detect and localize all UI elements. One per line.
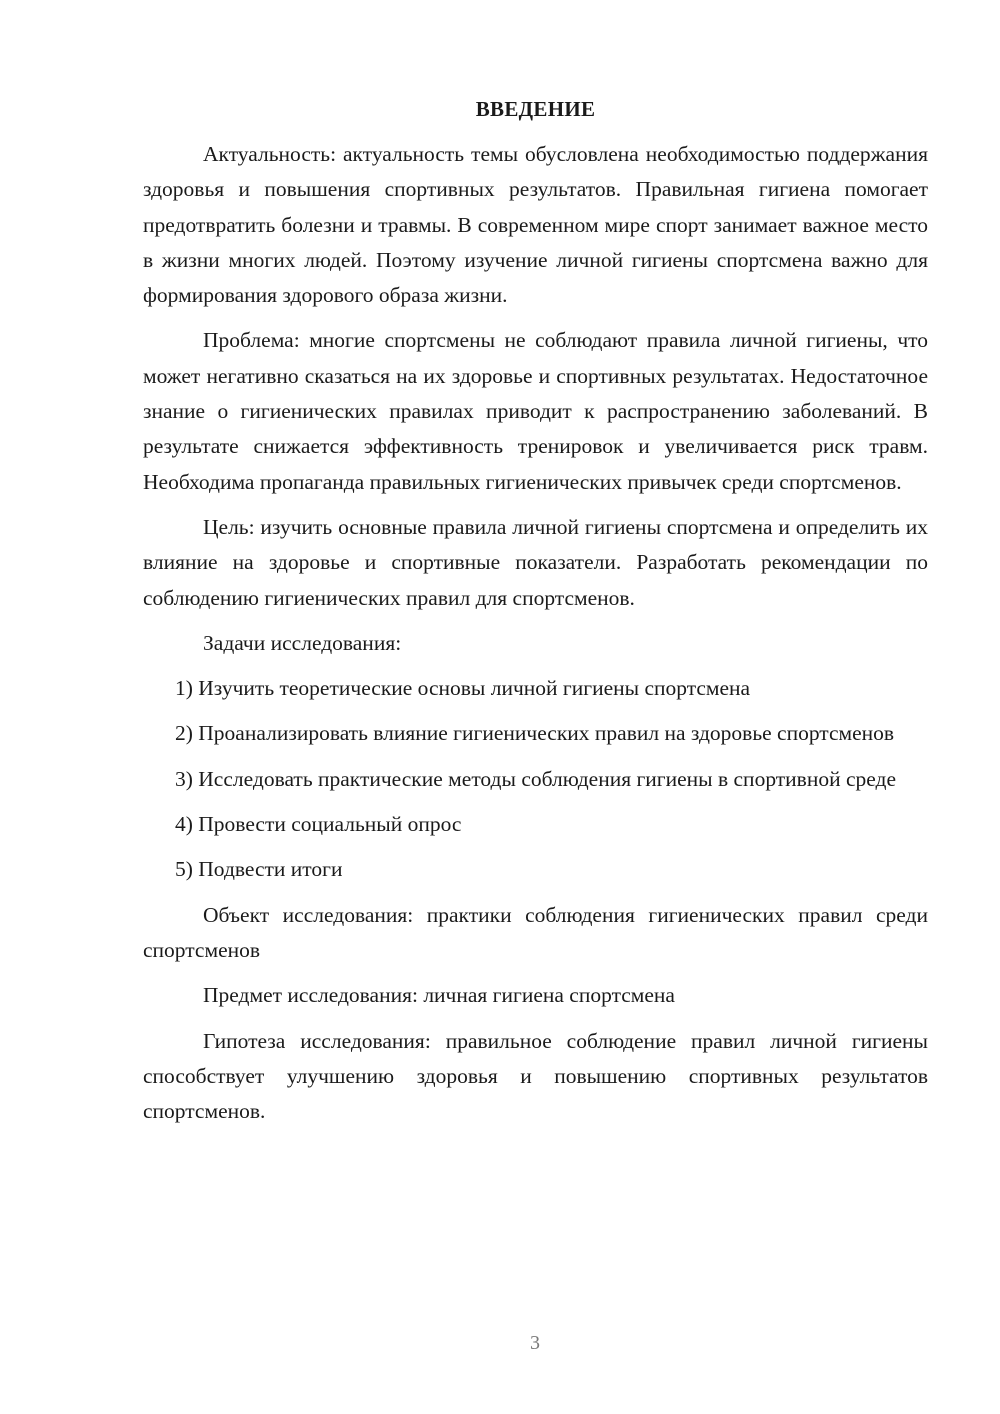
document-page: [143, 92, 928, 1129]
list-item-task-2: 2) Проанализировать влияние гигиенических правил на здоровье спортсменов: [175, 721, 895, 746]
page-title: ВВЕДЕНИЕ: [475, 97, 596, 121]
list-item-task-1: 1) Изучить теоретические основы личной гигиены спортсмена: [175, 676, 751, 701]
list-item-task-3: 3) Исследовать практические методы соблюдения гигиены в спортивной среде: [175, 766, 897, 791]
tasks-heading: Задачи исследования:: [203, 630, 402, 655]
paragraph-subject: Предмет исследования: личная гигиена спортсмена: [203, 983, 675, 1008]
paragraph-object: Объект исследования: практики соблюдения гигиенических правил среди спортсменов: [143, 902, 928, 962]
paragraph-problem: Проблема: многие спортсмены не соблюдают правила личной гигиены, что может негативно сказаться на их здоровье и спортивных результатах. Недостаточное знание о гигиенических правилах приводит к распространению заболеваний. В результате снижается эффективность тренировок и увеличивается риск травм. Необходима пропаганда правильных гигиенических привычек среди спортсменов.: [143, 328, 928, 494]
list-item-task-5: 5) Подвести итоги: [175, 857, 343, 882]
paragraph-relevance: Актуальность: актуальность темы обусловлена необходимостью поддержания здоровья и повышения спортивных результатов. Правильная гигиена помогает предотвратить болезни и травмы. В современном мире спорт занимает важное место в жизни многих людей. Поэтому изучение личной гигиены спортсмена важно для формирования здорового образа жизни.: [143, 142, 928, 308]
paragraph-goal: Цель: изучить основные правила личной гигиены спортсмена и определить их влияние на здоровье и спортивные показатели. Разработать рекомендации по соблюдению гигиенических правил для спортсменов.: [143, 514, 928, 610]
paragraph-hypothesis: Гипотеза исследования: правильное соблюдение правил личной гигиены способствует улучшению здоровья и повышению спортивных результатов спортсменов.: [143, 1028, 928, 1124]
page-number: 3: [530, 1332, 540, 1354]
list-item-task-4: 4) Провести социальный опрос: [175, 812, 462, 837]
